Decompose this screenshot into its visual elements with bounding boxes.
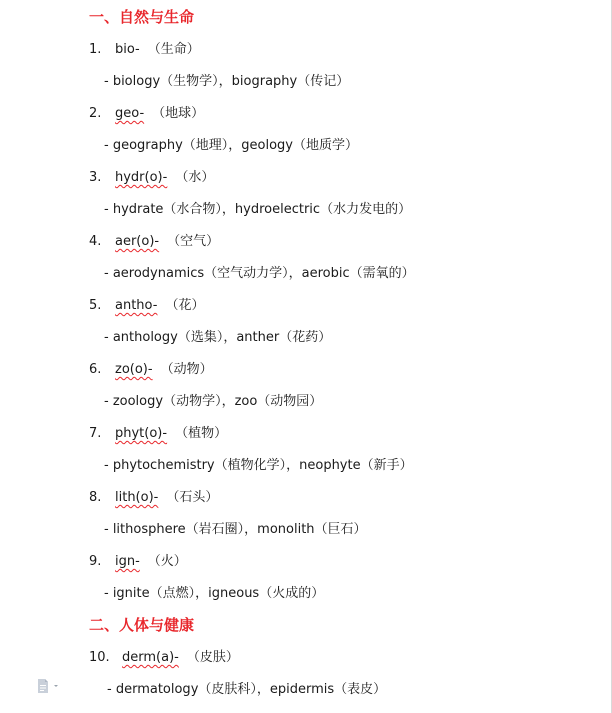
list-item [89, 166, 214, 185]
root-meaning: （动物） [160, 362, 213, 377]
list-item [89, 486, 218, 505]
root-meaning: （植物） [175, 426, 228, 441]
example-line: - zoology（动物学），zoo（动物园） [104, 394, 323, 409]
root-word: aer(o)- [115, 234, 160, 249]
root-meaning: （石头） [166, 490, 219, 505]
item-number: 10. [89, 650, 110, 665]
root-word: ign- [115, 554, 140, 569]
example-line: - lithosphere（岩石圈），monolith（巨石） [104, 522, 367, 537]
example-line: - anthology（选集），anther（花药） [104, 330, 332, 345]
root-word: zo(o)- [115, 362, 153, 377]
root-word: phyt(o)- [115, 426, 168, 441]
example-line: - ignite（点燃），igneous（火成的） [104, 586, 325, 601]
root-word: lith(o)- [115, 490, 159, 505]
item-number: 7. [89, 426, 102, 441]
item-number: 4. [89, 234, 102, 249]
list-item [89, 646, 239, 665]
root-meaning: （皮肤） [186, 650, 239, 665]
document-icon-glyph [36, 679, 64, 693]
root-meaning: （花） [165, 298, 205, 313]
root-word: antho- [115, 298, 158, 313]
list-item [89, 38, 200, 57]
list-item [89, 230, 219, 249]
item-number: 8. [89, 490, 102, 505]
list-item [89, 358, 213, 377]
root-meaning: （地球） [152, 106, 205, 121]
root-meaning: （火） [147, 554, 187, 569]
root-word: bio- [115, 42, 140, 57]
example-line: - dermatology（皮肤科），epidermis（表皮） [107, 682, 387, 697]
example-line: - biology（生物学），biography（传记） [104, 74, 350, 89]
example-line: - hydrate（水合物），hydroelectric（水力发电的） [104, 202, 412, 217]
section-heading-nature-life: 一、自然与生命 [89, 8, 195, 26]
item-number: 6. [89, 362, 102, 377]
root-word: hydr(o)- [115, 170, 168, 185]
section-heading-body-health: 二、人体与健康 [89, 616, 195, 634]
root-word: derm(a)- [122, 650, 179, 665]
example-line: - geography（地理），geology（地质学） [104, 138, 358, 153]
list-item [89, 102, 204, 121]
item-number: 2. [89, 106, 102, 121]
root-meaning: （生命） [147, 42, 200, 57]
root-meaning: （空气） [167, 234, 220, 249]
list-item [89, 294, 204, 313]
list-item [89, 550, 187, 569]
item-number: 5. [89, 298, 102, 313]
list-item [89, 422, 227, 441]
item-number: 9. [89, 554, 102, 569]
item-number: 1. [89, 42, 102, 57]
document-icon[interactable] [36, 678, 64, 692]
item-number: 3. [89, 170, 102, 185]
example-line: - phytochemistry（植物化学），neophyte（新手） [104, 458, 413, 473]
example-line: - aerodynamics（空气动力学），aerobic（需氧的） [104, 266, 415, 281]
root-meaning: （水） [175, 170, 215, 185]
root-word: geo- [115, 106, 145, 121]
